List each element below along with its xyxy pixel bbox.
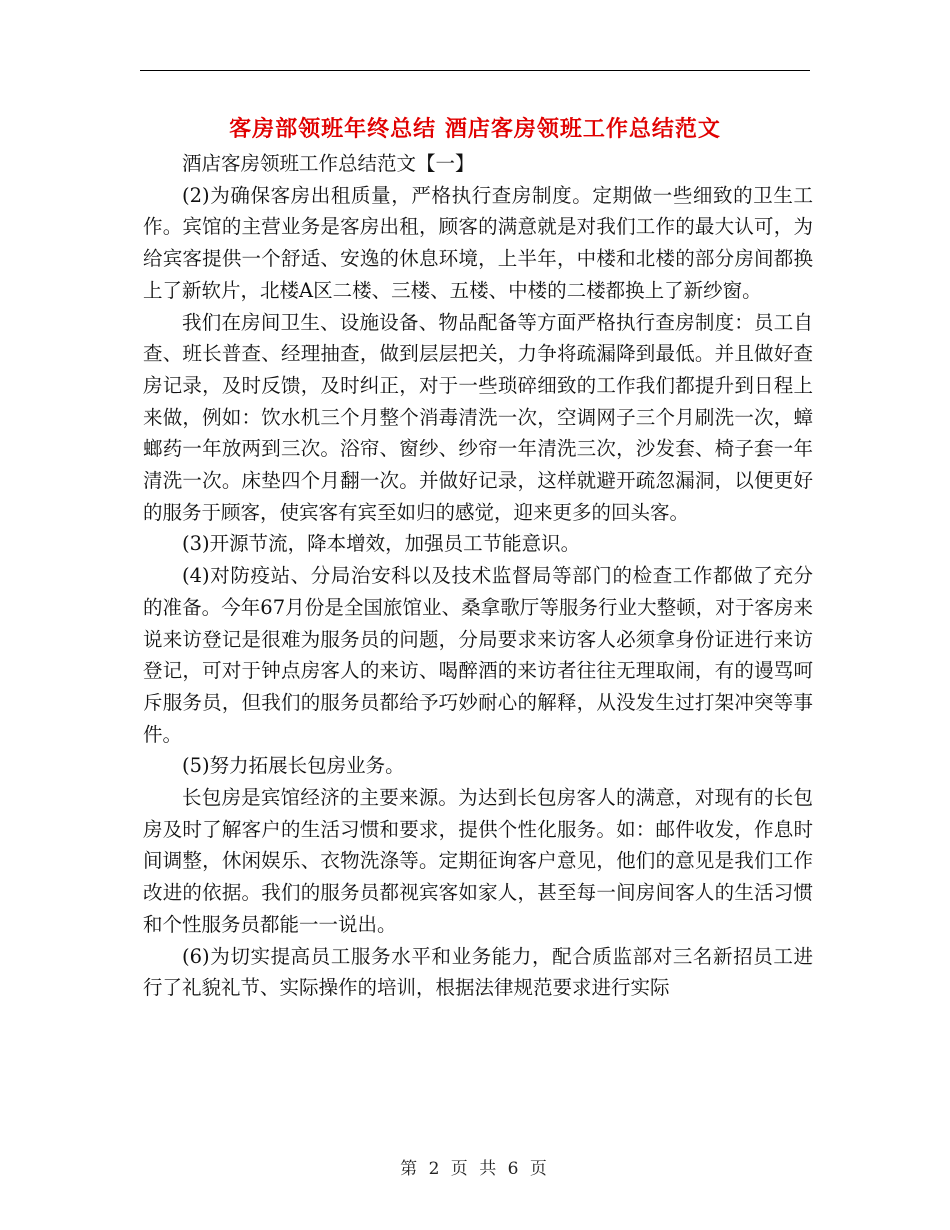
- header-rule: [140, 70, 810, 71]
- paragraph: (2)为确保客房出租质量，严格执行查房制度。定期做一些细致的卫生工作。宾馆的主营业务是客房出租，顾客的满意就是对我们工作的最大认可，为给宾客提供一个舒适、安逸的休息环境，上半年，中楼和北楼的部分房间都换上了新软片，北楼A区二楼、三楼、五楼、中楼的二楼都换上了新纱窗。: [143, 183, 813, 302]
- document-title: 客房部领班年终总结 酒店客房领班工作总结范文: [229, 116, 721, 142]
- paragraph: 长包房是宾馆经济的主要来源。为达到长包房客人的满意，对现有的长包房及时了解客户的生活习惯和要求，提供个性化服务。如：邮件收发，作息时间调整，休闲娱乐、衣物洗涤等。定期征询客户意见，他们的意见是我们工作改进的依据。我们的服务员都视宾客如家人，甚至每一间房间客人的生活习惯和个性服务员都能一一说出。: [143, 786, 813, 936]
- subheading: 酒店客房领班工作总结范文【一】: [182, 152, 475, 175]
- paragraph: (3)开源节流，降本增效，加强员工节能意识。: [182, 532, 581, 556]
- page-number: 第 2 页 共 6 页: [400, 1159, 550, 1179]
- paragraph: 我们在房间卫生、设施设备、物品配备等方面严格执行查房制度：员工自查、班长普查、经理抽查，做到层层把关，力争将疏漏降到最低。并且做好查房记录，及时反馈，及时纠正，对于一些琐碎细致的工作我们都提升到日程上来做，例如：饮水机三个月整个消毒清洗一次，空调网子三个月刷洗一次，蟑螂药一年放两到三次。浴帘、窗纱、纱帘一年清洗三次，沙发套、椅子套一年清洗一次。床垫四个月翻一次。并做好记录，这样就避开疏忽漏洞，以便更好的服务于顾客，使宾客有宾至如归的感觉，迎来更多的回头客。: [143, 310, 813, 524]
- paragraph: (5)努力拓展长包房业务。: [182, 754, 405, 778]
- paragraph: (6)为切实提高员工服务水平和业务能力，配合质监部对三名新招员工进行了礼貌礼节、实际操作的培训，根据法律规范要求进行实际: [143, 944, 813, 1000]
- paragraph: (4)对防疫站、分局治安科以及技术监督局等部门的检查工作都做了充分的准备。今年67月份是全国旅馆业、桑拿歌厅等服务行业大整顿，对于客房来说来访登记是很难为服务员的问题，分局要求来访客人必须拿身份证进行来访登记，可对于钟点房客人的来访、喝醉酒的来访者往往无理取闹，有的谩骂呵斥服务员，但我们的服务员都给予巧妙耐心的解释，从没发生过打架冲突等事件。: [143, 564, 813, 746]
- document-body: [143, 148, 813, 1004]
